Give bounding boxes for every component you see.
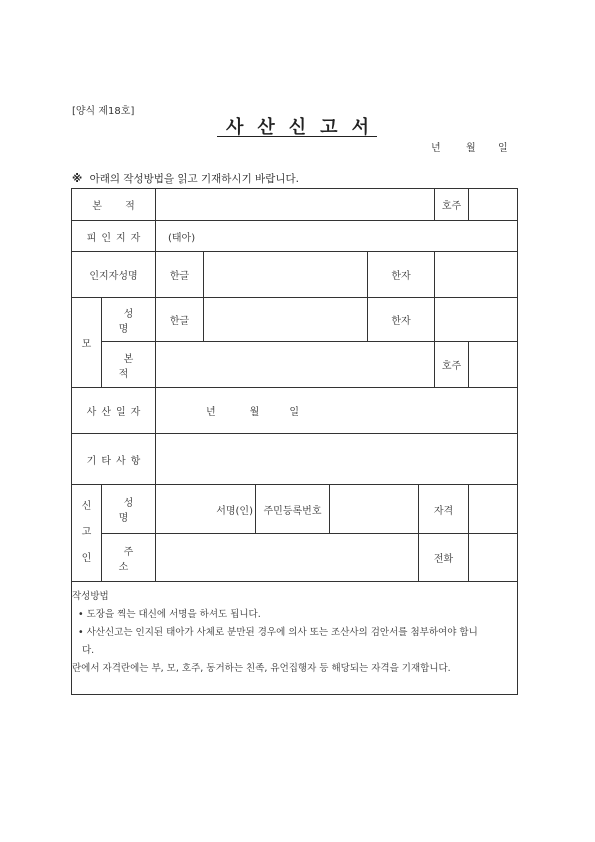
- acknowledger-hanja-field[interactable]: [435, 252, 518, 298]
- notice: [72, 171, 299, 186]
- acknowledger-hangul-field[interactable]: [204, 252, 368, 298]
- report-form-table: [71, 188, 518, 695]
- signature-label: 서명(인): [216, 505, 253, 517]
- row-acknowledger-name: [72, 252, 518, 298]
- date-day-label: 일: [498, 143, 508, 154]
- qualification-label: 자격: [419, 485, 469, 534]
- hanja-label: 한자: [368, 252, 435, 298]
- instruction-item-3: 란에서 자격란에는 부, 모, 호주, 동거하는 친족, 유언집행자 등 해당되는 자격을 기재합니다.: [72, 663, 451, 674]
- instruction-item-1: • 도장을 찍는 대신에 서명을 하셔도 됩니다.: [78, 609, 261, 620]
- other-field[interactable]: [156, 434, 518, 485]
- subject-field[interactable]: (태아): [156, 221, 518, 252]
- phone-label: 전화: [419, 534, 469, 582]
- title-underline: [217, 136, 377, 137]
- date-year-label: 년: [431, 143, 441, 154]
- instruction-item-2-cont: 다.: [82, 645, 95, 656]
- other-label: 기타사항: [72, 434, 156, 485]
- reporter-char-2: 고: [81, 527, 92, 538]
- reporter-name-field[interactable]: [156, 485, 256, 534]
- row-reporter-address: [72, 534, 518, 582]
- mother-name-label: 성 명: [102, 298, 156, 342]
- notice-mark: ※: [72, 173, 83, 185]
- bonjeok-field[interactable]: [156, 189, 435, 221]
- mother-bonjeok-label: 본 적: [102, 342, 156, 388]
- mother-label: 모: [72, 298, 102, 388]
- notice-text: 아래의 작성방법을 읽고 기재하시기 바랍니다.: [89, 173, 299, 185]
- instructions-title: 작성방법: [72, 591, 109, 602]
- page-title: 사산신고서: [226, 117, 383, 138]
- bonjeok-label: 본 적: [72, 189, 156, 221]
- row-instructions: [72, 582, 518, 695]
- rrn-label: 주민등록번호: [256, 485, 330, 534]
- stillbirth-day-label: 일: [289, 407, 300, 418]
- row-mother-name: [72, 298, 518, 342]
- acknowledger-name-label: 인지자성명: [72, 252, 156, 298]
- reporter-label: [72, 485, 102, 582]
- stillbirth-year-label: 년: [206, 407, 216, 418]
- instructions: [72, 582, 518, 695]
- mother-hangul-field[interactable]: [204, 298, 368, 342]
- row-stillbirth-date: [72, 388, 518, 434]
- mother-hanja-label: 한자: [368, 298, 435, 342]
- subject-label: 피인지자: [72, 221, 156, 252]
- stillbirth-date-field[interactable]: [156, 388, 518, 434]
- form-number: [양식 제18호]: [72, 106, 135, 117]
- address-label: 주 소: [102, 534, 156, 582]
- address-field[interactable]: [156, 534, 419, 582]
- mother-hangul-label: 한글: [156, 298, 204, 342]
- mother-hoju-label: 호주: [435, 342, 469, 388]
- phone-field[interactable]: [469, 534, 518, 582]
- row-mother-bonjeok: [72, 342, 518, 388]
- reporter-char-1: 신: [81, 501, 92, 512]
- row-subject: [72, 221, 518, 252]
- stillbirth-month-label: 월: [249, 407, 260, 418]
- mother-hanja-field[interactable]: [435, 298, 518, 342]
- rrn-field[interactable]: [330, 485, 419, 534]
- hoju-field[interactable]: [469, 189, 518, 221]
- date-month-label: 월: [466, 143, 476, 154]
- hangul-label: 한글: [156, 252, 204, 298]
- instruction-item-2: • 사산신고는 인지된 태아가 사체로 분만된 경우에 의사 또는 조산사의 검안서를 첨부하여야 합니: [78, 627, 478, 638]
- reporter-char-3: 인: [81, 553, 92, 564]
- mother-bonjeok-field[interactable]: [156, 342, 435, 388]
- stillbirth-date-label: 사산일자: [72, 388, 156, 434]
- hoju-label: 호주: [435, 189, 469, 221]
- qualification-field[interactable]: [469, 485, 518, 534]
- mother-hoju-field[interactable]: [469, 342, 518, 388]
- row-bonjeok: [72, 189, 518, 221]
- reporter-name-label: 성 명: [102, 485, 156, 534]
- row-other: [72, 434, 518, 485]
- row-reporter-name: [72, 485, 518, 534]
